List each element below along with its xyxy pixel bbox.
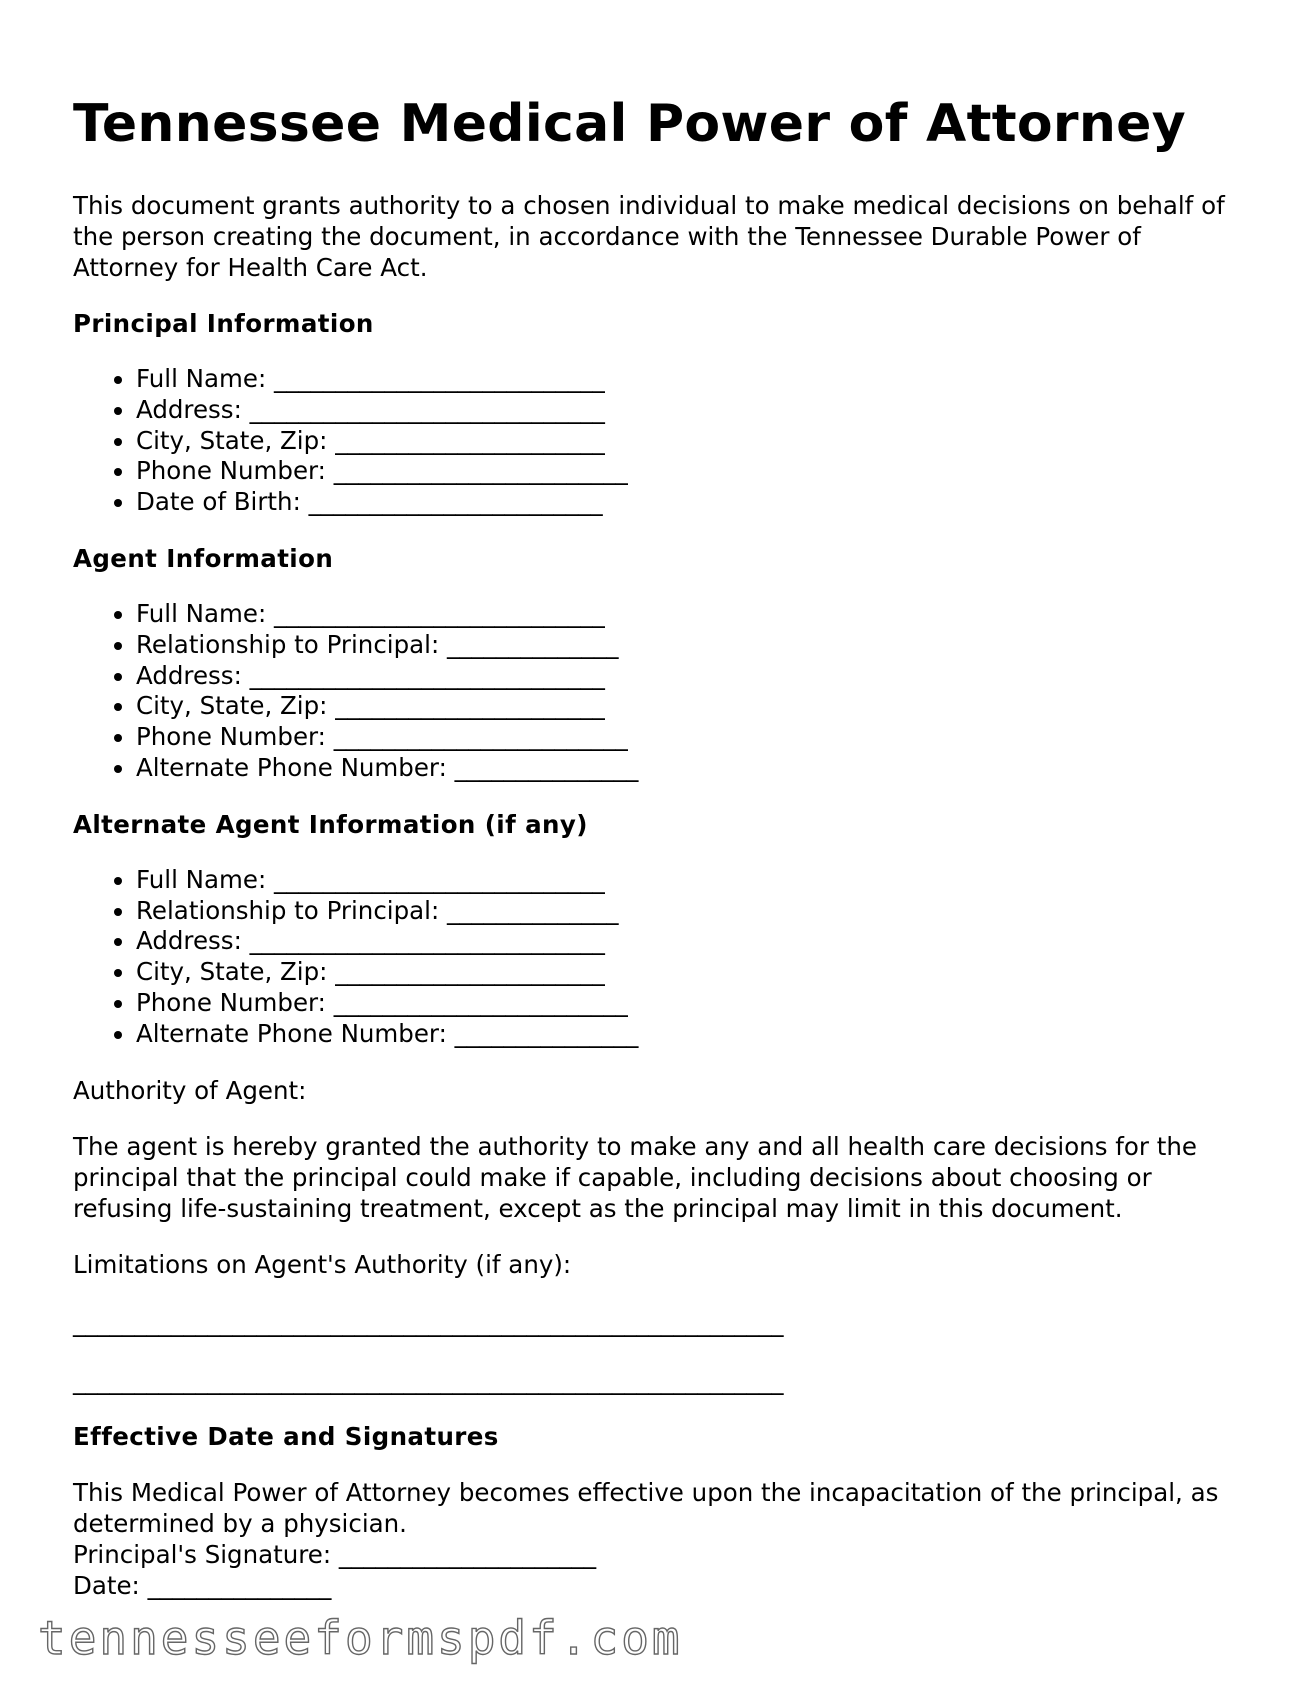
principal-fields-list <box>73 364 1253 518</box>
effective-paragraph: This Medical Power of Attorney becomes effective upon the incapacitation of the principal, as determined by a physician. <box>73 1477 1219 1538</box>
principal-signature-line: Principal's Signature: _____________________ <box>73 1539 597 1569</box>
agent-relationship-field: • Relationship to Principal: ______________ <box>136 630 1253 661</box>
agent-fields-list <box>73 599 1253 784</box>
alternate-agent-fields-list <box>73 865 1253 1050</box>
watermark-text: tennesseeformspdf.com <box>38 1611 683 1665</box>
agent-alt-phone-field: • Alternate Phone Number: _______________ <box>136 753 1253 784</box>
signature-date-line: Date: _______________ <box>73 1570 332 1600</box>
principal-dob-field: • Date of Birth: ________________________ <box>136 487 1253 518</box>
document-page <box>73 0 1253 1601</box>
agent-phone-field: • Phone Number: ________________________ <box>136 722 1253 753</box>
alt-agent-relationship-field: • Relationship to Principal: ______________ <box>136 896 1253 927</box>
intro-paragraph: This document grants authority to a chosen individual to make medical decisions on behalf of the person creating the document, in accordance with the Tennessee Durable Power of Attorney for Health Care Act. <box>73 191 1225 282</box>
limitations-line-2: __________________________________________________________ <box>73 1365 784 1395</box>
principal-city-state-zip-field: • City, State, Zip: ______________________ <box>136 426 1253 457</box>
alt-agent-city-state-zip-field: • City, State, Zip: ______________________ <box>136 957 1253 988</box>
agent-city-state-zip-field: • City, State, Zip: ______________________ <box>136 691 1253 722</box>
agent-full-name-field: • Full Name: ___________________________ <box>136 599 1253 630</box>
alt-agent-address-field: • Address: _____________________________ <box>136 926 1253 957</box>
limitations-line-1: __________________________________________________________ <box>73 1307 784 1337</box>
alt-agent-alt-phone-field: • Alternate Phone Number: _______________ <box>136 1019 1253 1050</box>
principal-address-field: • Address: _____________________________ <box>136 395 1253 426</box>
limitations-label: Limitations on Agent's Authority (if any): <box>73 1249 572 1279</box>
principal-phone-field: • Phone Number: ________________________ <box>136 456 1253 487</box>
effective-heading: Effective Date and Signatures <box>73 1421 499 1451</box>
authority-label: Authority of Agent: <box>73 1075 307 1105</box>
principal-heading: Principal Information <box>73 309 374 338</box>
agent-heading: Agent Information <box>73 543 334 573</box>
agent-address-field: • Address: _____________________________ <box>136 661 1253 692</box>
alternate-agent-heading: Alternate Agent Information (if any) <box>73 809 588 839</box>
document-title: Tennessee Medical Power of Attorney <box>73 94 1186 154</box>
authority-paragraph: The agent is hereby granted the authority to make any and all health care decisions for the principal that the principal could make if capable, including decisions about choosing or refusing life-sustaining treatment, except as the principal may limit in this document. <box>73 1131 1197 1223</box>
alt-agent-phone-field: • Phone Number: ________________________ <box>136 988 1253 1019</box>
principal-full-name-field: • Full Name: ___________________________ <box>136 364 1253 395</box>
alt-agent-full-name-field: • Full Name: ___________________________ <box>136 865 1253 896</box>
